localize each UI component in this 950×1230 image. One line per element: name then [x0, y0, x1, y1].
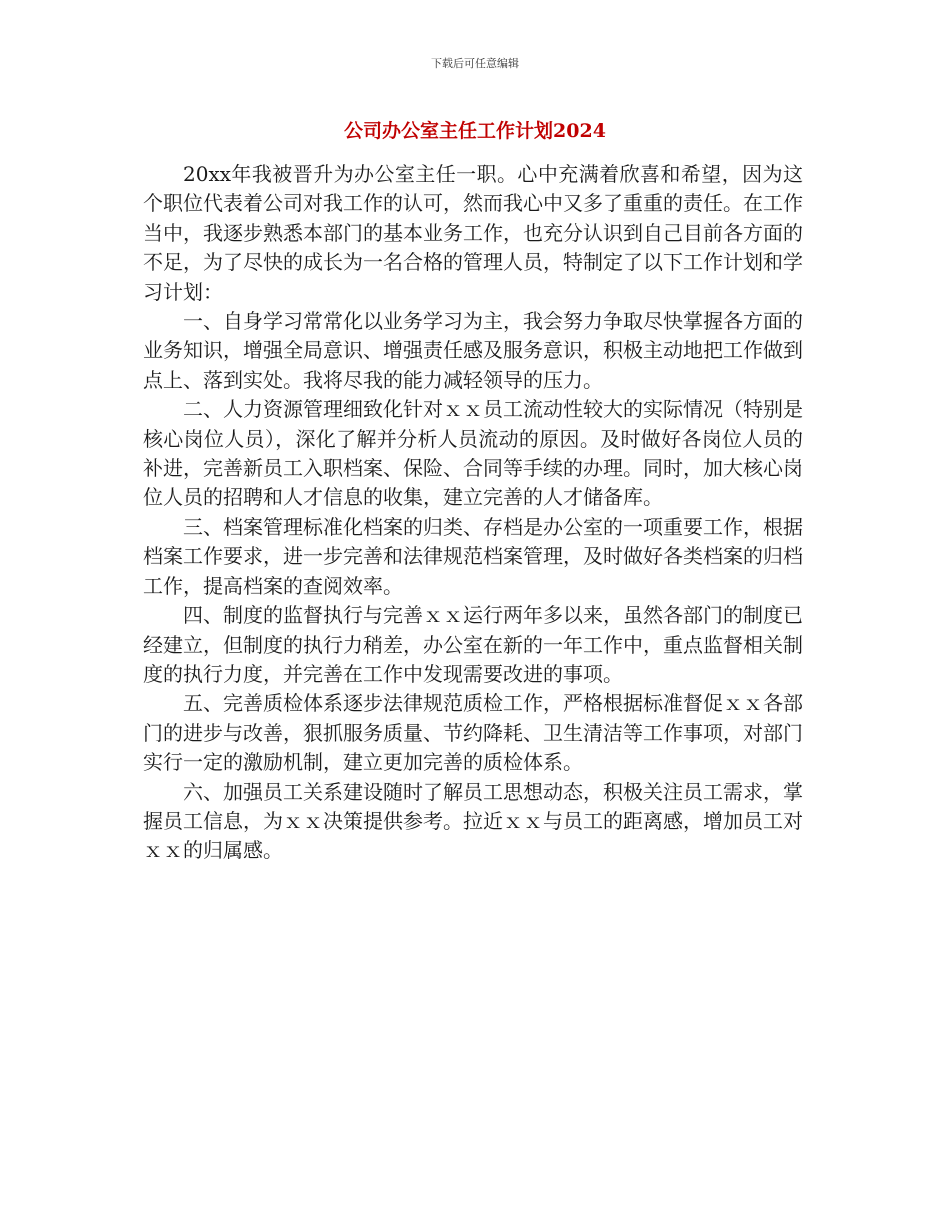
header-note: 下载后可任意编辑 — [431, 57, 519, 70]
paragraph-archive-management: 三、档案管理标准化档案的归类、存档是办公室的一项重要工作，根据档案工作要求，进一步完善和法律规范档案管理，及时做好各类档案的归档工作，提高档案的查阅效率。 — [143, 514, 803, 598]
paragraph-quality-inspection: 五、完善质检体系逐步法律规范质检工作，严格根据标准督促ｘｘ各部门的进步与改善，狠抓服务质量、节约降耗、卫生清洁等工作事项，对部门实行一定的激励机制，建立更加完善的质检体系。 — [143, 691, 803, 775]
paragraph-system-supervision: 四、制度的监督执行与完善ｘｘ运行两年多以来，虽然各部门的制度已经建立，但制度的执行力稍差，办公室在新的一年工作中，重点监督相关制度的执行力度，并完善在工作中发现需要改进的事项。 — [143, 603, 803, 686]
document-body — [143, 160, 803, 866]
paragraph-employee-relations: 六、加强员工关系建设随时了解员工思想动态，积极关注员工需求，掌握员工信息，为ｘｘ决策提供参考。拉近ｘｘ与员工的距离感，增加员工对ｘｘ的归属感。 — [143, 779, 803, 863]
paragraph-self-study: 一、自身学习常常化以业务学习为主，我会努力争取尽快掌握各方面的业务知识，增强全局意识、增强责任感及服务意识，积极主动地把工作做到点上、落到实处。我将尽我的能力减轻领导的压力。 — [143, 309, 803, 392]
document-title: 公司办公室主任工作计划2024 — [344, 120, 606, 142]
paragraph-intro: 20xx年我被晋升为办公室主任一职。心中充满着欣喜和希望，因为这个职位代表着公司对我工作的认可，然而我心中又多了重重的责任。在工作当中，我逐步熟悉本部门的基本业务工作，也充分认识到自己目前各方面的不足，为了尽快的成长为一名合格的管理人员，特制定了以下工作计划和学习计划： — [143, 162, 803, 304]
paragraph-hr-management: 二、人力资源管理细致化针对ｘｘ员工流动性较大的实际情况（特别是核心岗位人员），深化了解并分析人员流动的原因。及时做好各岗位人员的补进，完善新员工入职档案、保险、合同等手续的办理。同时，加大核心岗位人员的招聘和人才信息的收集，建立完善的人才储备库。 — [143, 397, 803, 510]
